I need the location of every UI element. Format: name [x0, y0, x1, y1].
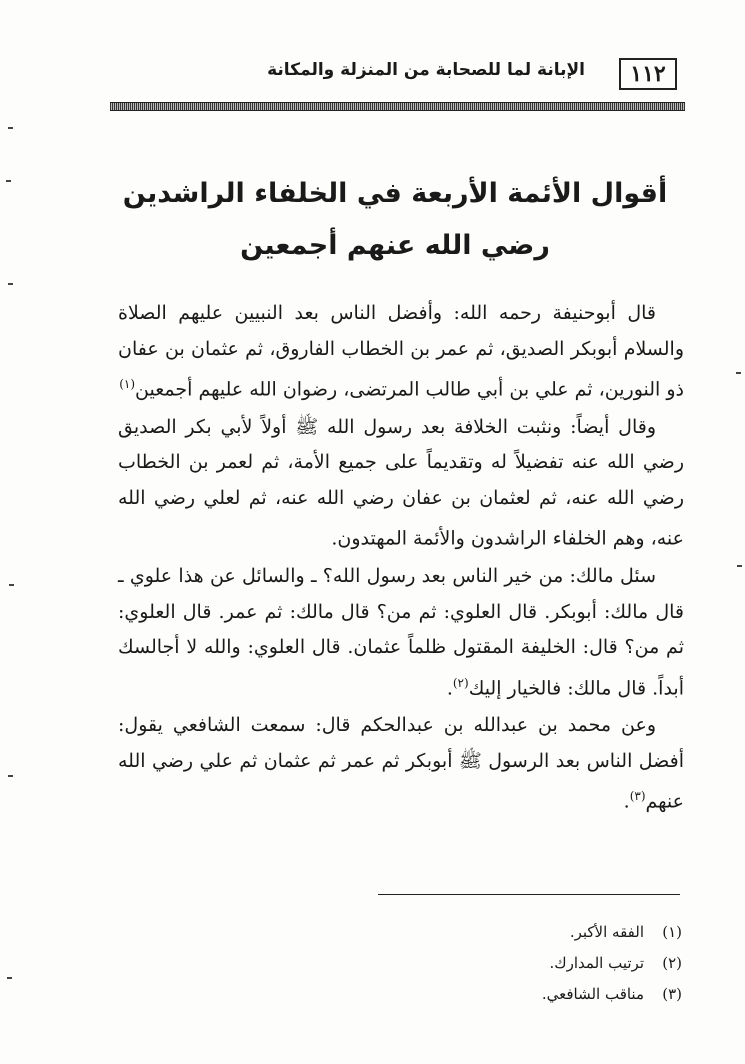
page-number: ١١٢: [619, 58, 677, 90]
paragraph-end: .: [446, 676, 453, 699]
scan-speck: [6, 180, 11, 182]
footnote: [380, 917, 682, 948]
page-header: [110, 58, 685, 98]
footnote: [380, 979, 682, 1010]
paragraph: [118, 410, 684, 557]
footnotes: [380, 917, 682, 1010]
section-title: [110, 168, 680, 272]
scan-speck: [737, 565, 742, 567]
scan-speck: [8, 775, 13, 777]
footnote-text: ترتيب المدارك.: [549, 954, 644, 972]
scan-speck: [9, 584, 14, 586]
scan-speck: [736, 372, 741, 374]
footnote-separator: [378, 894, 680, 895]
paragraph-text: وعن محمد بن عبدالله بن عبدالحكم قال: سمعت الشافعي يقول: أفضل الناس بعد الرسول ﷺ أبوبكر ثم عمر ثم عثمان ثم علي رضي الله عنهم: [118, 714, 684, 813]
footnote-number: (٢): [662, 954, 682, 972]
footnote-marker: (١): [119, 377, 136, 391]
paragraph: [118, 296, 684, 408]
footnote: [380, 948, 682, 979]
footnote-number: (٣): [662, 985, 682, 1003]
scan-speck: [8, 127, 13, 129]
footnote-text: الفقه الأكبر.: [569, 923, 644, 941]
paragraph: [118, 559, 684, 706]
footnote-marker: (٢): [452, 675, 469, 690]
scan-speck: [8, 283, 13, 285]
paragraph-text: سئل مالك: من خير الناس بعد رسول الله؟ ـ والسائل عن هذا علوي ـ قال مالك: أبوبكر. قال العلوي: ثم من؟ قال مالك: ثم عمر. قال العلوي: ثم من؟ قال: الخليفة المقتول ظلماً عثمان. قال العلوي: والله لا أجالسك أبداً. قال مالك: فالخيار إليك: [118, 565, 684, 699]
paragraph-end: .: [623, 790, 630, 813]
footnote-marker: (٣): [629, 789, 646, 804]
footnote-text: مناقب الشافعي.: [541, 985, 644, 1003]
running-title: الإبانة لما للصحابة من المنزلة والمكانة: [267, 60, 585, 80]
paragraph: [118, 708, 684, 820]
header-rule: [110, 102, 685, 111]
paragraph-text: وقال أيضاً: ونثبت الخلافة بعد رسول الله ﷺ أولاً لأبي بكر الصديق رضي الله عنه تفضيلاً له وتقديماً على جميع الأمة، ثم لعمر بن الخطاب رضي الله عنه، ثم لعثمان بن عفان رضي الله عنه، ثم لعلي رضي الله عنه، وهم الخلفاء الراشدون والأئمة المهتدون.: [118, 415, 684, 550]
section-title-line-1: أقوال الأئمة الأربعة في الخلفاء الراشدين: [122, 178, 668, 209]
footnote-number: (١): [662, 923, 682, 941]
scan-speck: [7, 977, 12, 979]
section-title-line-2: رضي الله عنهم أجمعين: [240, 230, 550, 261]
body-text: [118, 296, 684, 822]
paragraph-text: قال أبوحنيفة رحمه الله: وأفضل الناس بعد النبيين عليهم الصلاة والسلام أبوبكر الصديق، ثم عمر بن الخطاب الفاروق، ثم عثمان بن عفان ذو النورين، ثم علي بن أبي طالب المرتضى، رضوان الله عليهم أجمعين: [118, 302, 684, 401]
